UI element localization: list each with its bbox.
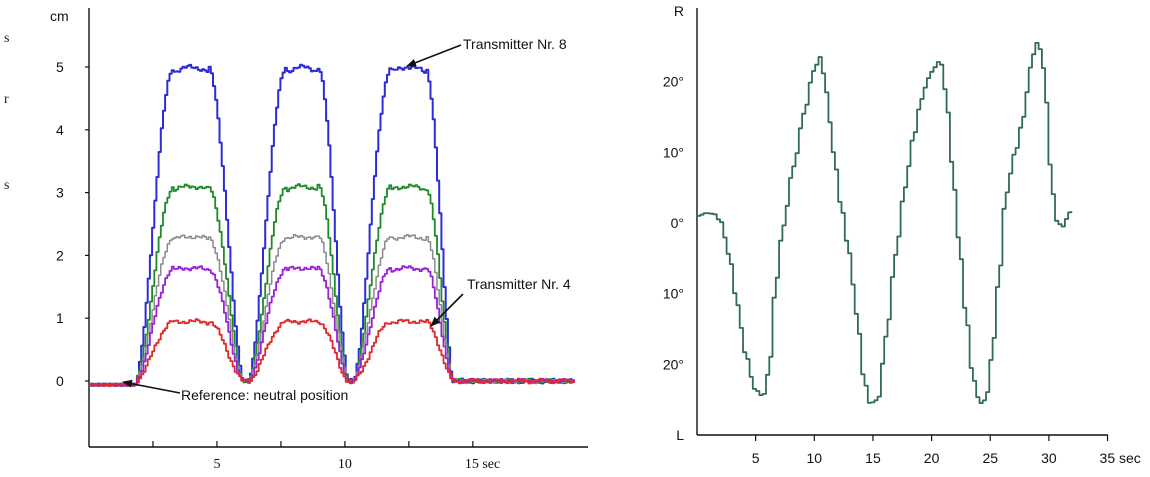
y-tick-label: L <box>676 427 684 444</box>
cropped-text-fragment: r <box>4 92 9 107</box>
annotation-reference: Reference: neutral position <box>181 387 349 403</box>
y-tick-label: 20° <box>662 356 684 373</box>
y-tick-label: 3 <box>56 184 64 201</box>
x-tick-label: 10 <box>337 457 352 472</box>
annotation-arrow <box>123 382 180 393</box>
y-axis-label: cm <box>50 8 69 24</box>
data-series-line <box>89 235 574 386</box>
cropped-text-fragment: s <box>4 178 10 193</box>
x-tick-label: 20 <box>923 450 940 466</box>
y-tick-label: 10° <box>662 144 684 161</box>
y-tick-label: 4 <box>56 121 64 138</box>
data-series-line <box>89 319 574 386</box>
y-tick-label: 20° <box>662 73 684 90</box>
x-tick-label: 5 <box>213 457 221 472</box>
x-tick-label: 5 <box>751 450 760 466</box>
y-tick-label: 10° <box>662 285 684 302</box>
x-tick-label: 10 <box>806 450 823 466</box>
y-tick-label: 1 <box>56 310 64 327</box>
cropped-text-fragment: s <box>4 31 10 46</box>
x-tick-label: 15 <box>865 450 881 466</box>
x-tick-label: 30 <box>1041 450 1057 466</box>
annotation-transmitter-4: Transmitter Nr. 4 <box>467 276 571 292</box>
y-tick-label: R <box>673 2 684 19</box>
y-tick-label: 0 <box>56 373 64 389</box>
x-tick-label: 35 sec <box>1099 450 1141 466</box>
y-tick-label: 0° <box>670 215 684 231</box>
x-tick-label: 15 sec <box>464 457 501 472</box>
y-tick-label: 5 <box>56 59 64 75</box>
rotation-chart <box>630 0 1150 477</box>
annotation-arrow <box>407 45 461 66</box>
y-tick-label: 2 <box>56 247 64 264</box>
x-tick-label: 25 <box>982 450 999 466</box>
data-series-line <box>697 43 1071 403</box>
annotation-transmitter-8: Transmitter Nr. 8 <box>463 36 567 52</box>
